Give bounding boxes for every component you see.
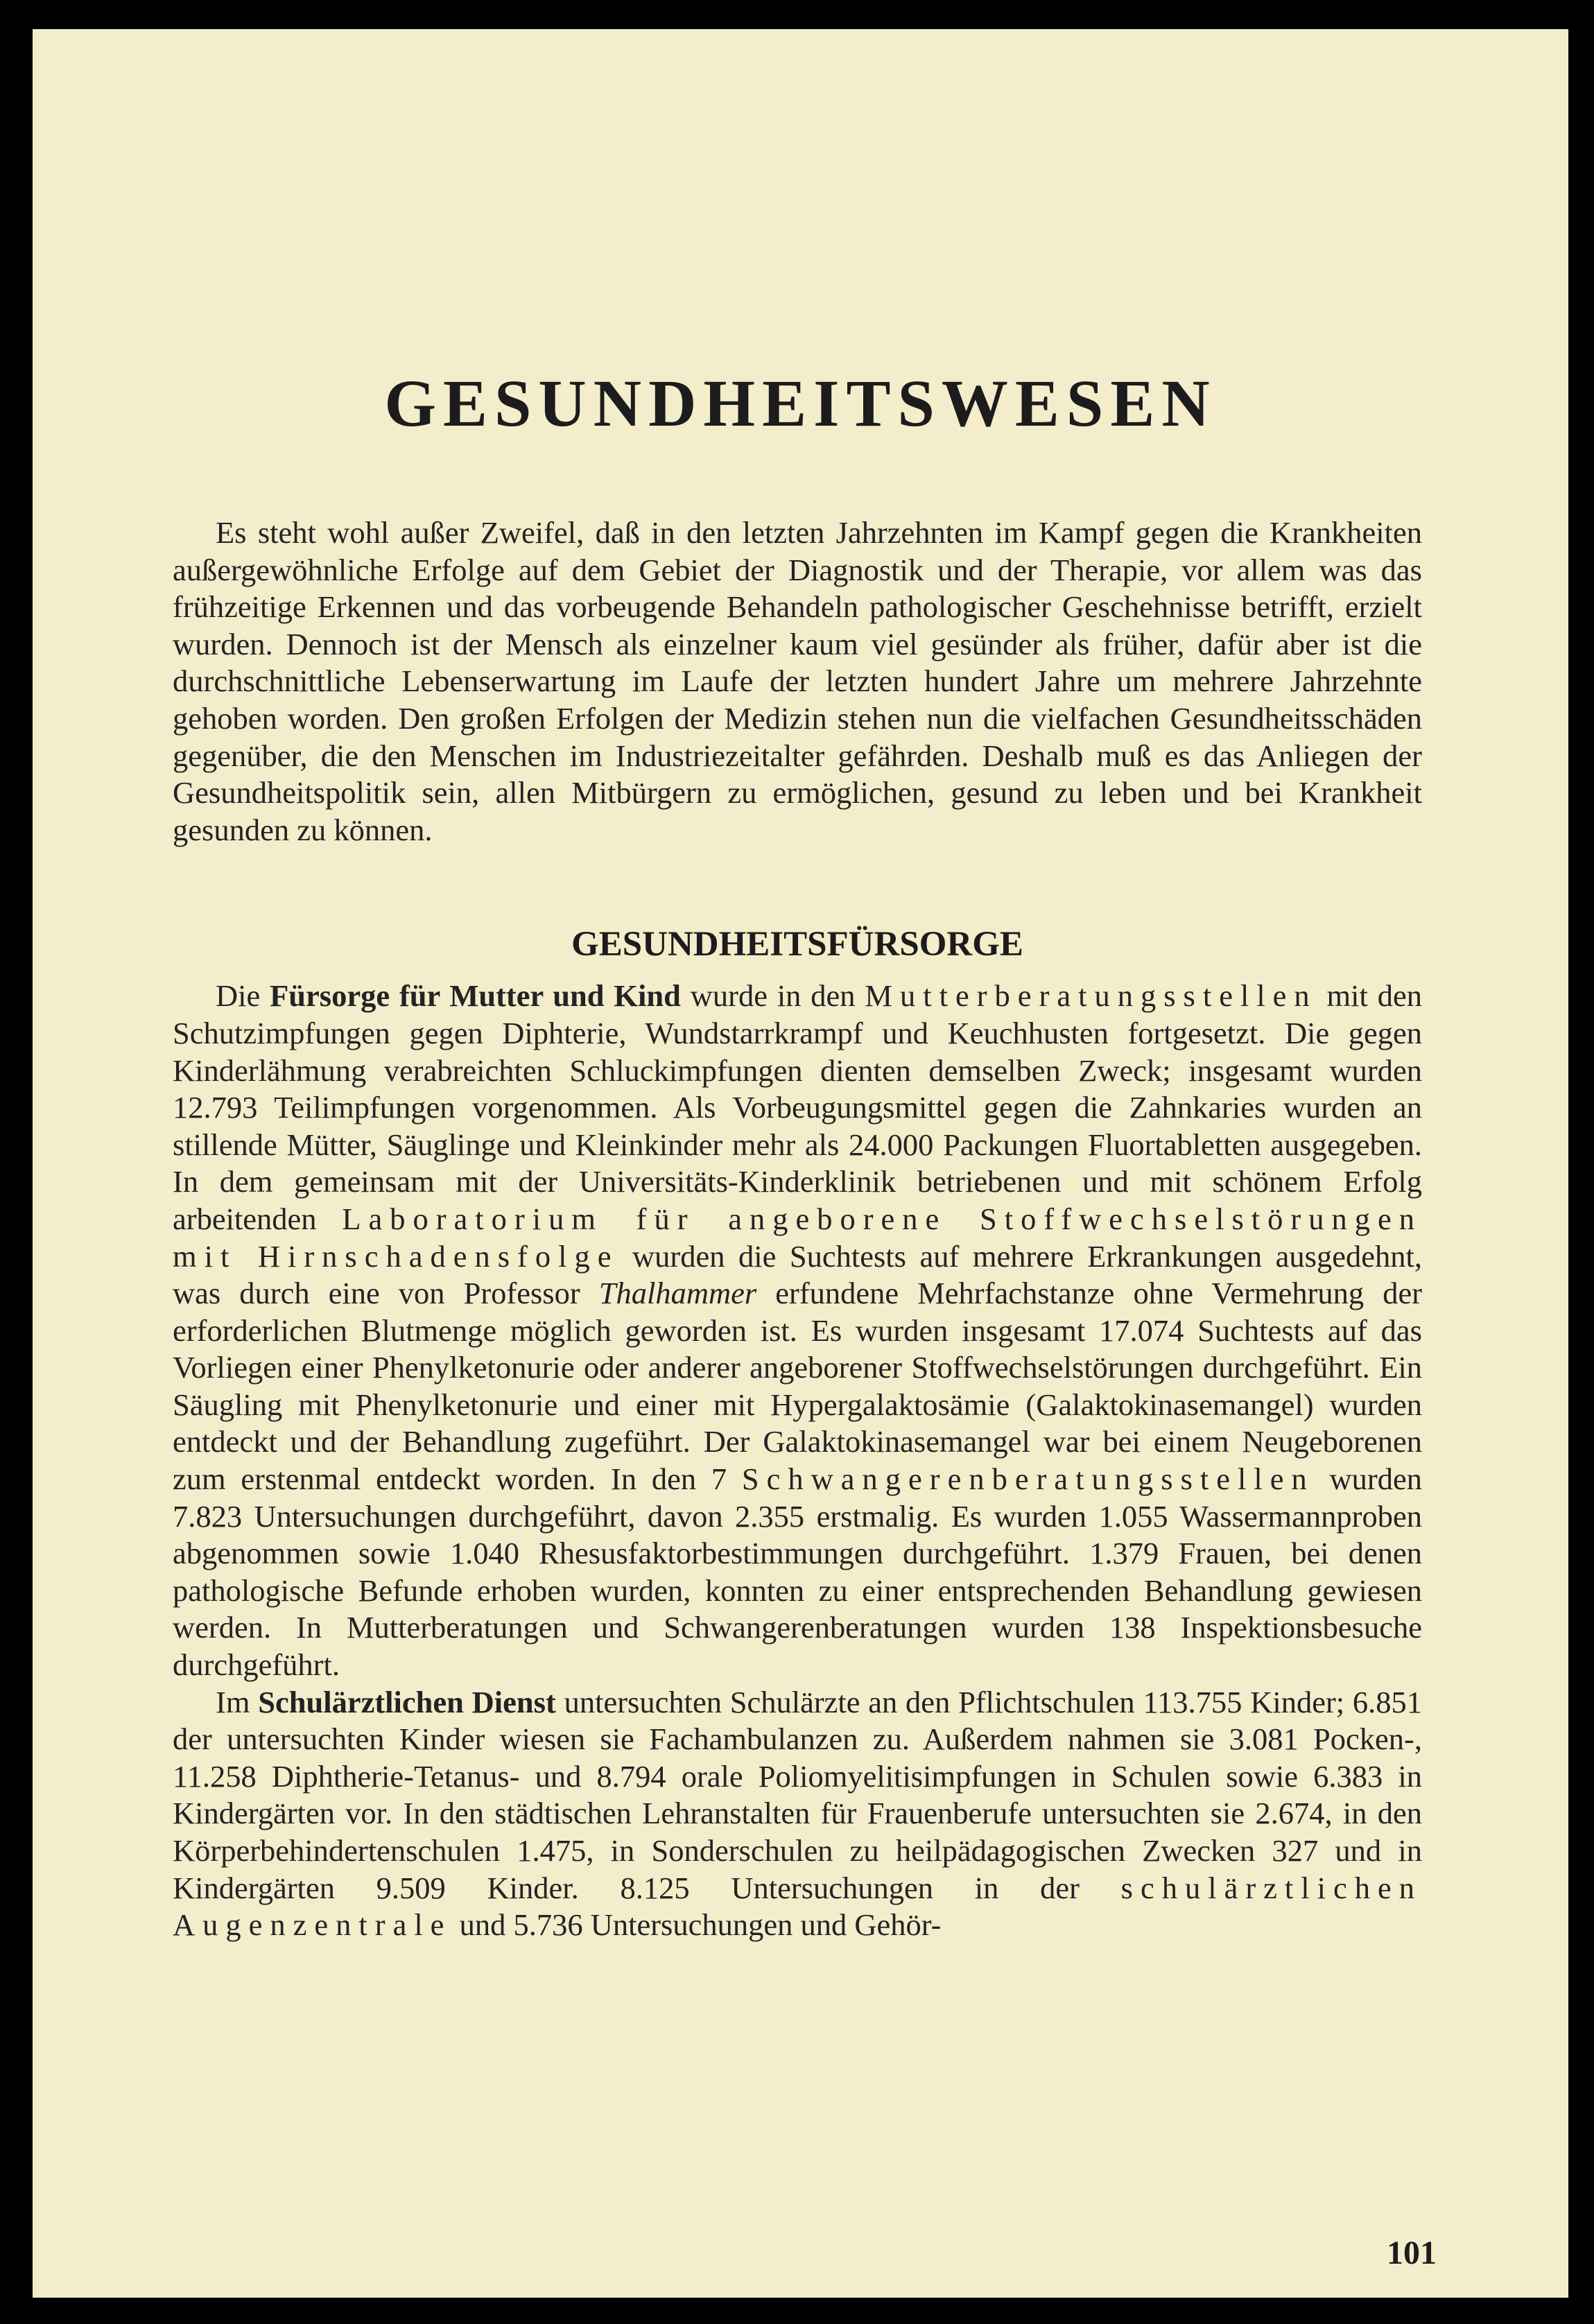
spaced-term: Laboratorium für angeborene Stoffwechselstörungen mit Hirnschadensfolge	[173, 1201, 1422, 1274]
spaced-term: Schwangerenberatungsstellen	[741, 1462, 1315, 1497]
page-number: 101	[1387, 2235, 1437, 2271]
bold-term: Schulärztlichen Dienst	[258, 1684, 556, 1719]
intro-paragraph: Es steht wohl außer Zweifel, daß in den letzten Jahrzehnten im Kampf gegen die Krankheiten außergewöhnliche Erfolge auf dem Gebiet der Diagnostik und der Therapie, vor allem was das frühzeitige Erkennen und das vorbeugende Behandeln pathologischer Geschehnisse betrifft, erzielt wurden. Dennoch ist der Mensch als einzelner kaum viel gesünder als früher, dafür aber ist die durchschnittliche Lebenserwartung im Laufe der letzten hundert Jahre um mehrere Jahrzehnte gehoben worden. Den großen Erfolgen der Medizin stehen nun die vielfachen Gesundheitsschäden gegenüber, die den Menschen im Industriezeitalter gefährden. Deshalb muß es das Anliegen der Gesundheitspolitik sein, allen Mitbürgern zu ermöglichen, gesund zu leben und bei Krankheit gesunden zu können.	[173, 515, 1422, 847]
paragraph-mutter-kind	[173, 978, 1422, 1683]
text-run: wurden 7.823 Untersuchungen durchgeführt, davon 2.355 erstmalig. Es wurden 1.055 Wassermannproben abgenommen sowie 1.040 Rhesusfaktorbestimmungen durchgeführt. 1.379 Frauen, bei denen pathologische Befunde erhoben wurden, konnten zu einer entsprechenden Behandlung gewiesen werden. In Mutterberatungen und Schwangerenberatungen wurden 138 Inspektionsbesuche durchgeführt.	[173, 1462, 1423, 1683]
section-heading: GESUNDHEITSFÜRSORGE	[571, 925, 1023, 964]
text-run: Die	[216, 978, 261, 1014]
text-run: wurden die Suchtests auf mehrere Erkrankungen ausgedehnt, was durch eine von Professor	[173, 1238, 1422, 1311]
text-run: erfundene Mehrfachstanze ohne Vermehrung der erforderlichen Blutmenge möglich geworden ist. Es wurden insgesamt 17.074 Suchtests auf das Vorliegen einer Phenylketonurie oder anderer angeborener Stoffwechselstörungen durchgeführt. Ein Säugling mit Phenylketonurie und einer mit Hypergalaktosämie (Galaktokinasemangel) wurden entdeckt und der Behandlung zugeführt. Der Galaktokinasemangel war bei einem Neugeborenen zum erstenmal entdeckt worden. In den 7	[173, 1276, 1423, 1497]
spaced-term: Mutterberatungsstellen	[865, 978, 1317, 1014]
page-title: GESUNDHEITSWESEN	[384, 366, 1217, 441]
text-run: wurde in den	[690, 978, 856, 1014]
text-run: untersuchten Schulärzte an den Pflichtschulen 113.755 Kinder; 6.851 der untersuchten Kinder wiesen sie Fachambulanzen zu. Außerdem nahmen sie 3.081 Pocken-, 11.258 Diphtherie-Tetanus- und 8.794 orale Poliomyelitisimpfungen in Schulen sowie 6.383 in Kindergärten vor. In den städtischen Lehranstalten für Frauenberufe untersuchten sie 2.674, in den Körperbehindertenschulen 1.475, in Sonderschulen zu heilpädagogischen Zwecken 327 und in Kindergärten 9.509 Kinder. 8.125 Untersuchungen in der	[173, 1684, 1423, 1905]
body-text	[173, 514, 1422, 1944]
text-run: und 5.736 Untersuchungen und Gehör-	[459, 1907, 942, 1943]
document-page	[33, 29, 1568, 2298]
text-run: mit den Schutzimpfungen gegen Diphterie, Wundstarrkrampf und Keuchhusten fortgesetzt. Die gegen Kinderlähmung verabreichten Schluckimpfungen dienten demselben Zweck; insgesamt wurden 12.793 Teilimpfungen vorgenommen. Als Vorbeugungsmittel gegen die Zahnkaries wurden an stillende Mütter, Säuglinge und Kleinkinder mehr als 24.000 Packungen Fluortabletten ausgegeben. In dem gemeinsam mit der Universitäts-Kinderklinik betriebenen und mit schönem Erfolg arbeitenden	[173, 978, 1422, 1236]
bold-term: Fürsorge für Mutter und Kind	[270, 978, 681, 1014]
paragraph-schularzt	[173, 1684, 1422, 1944]
italic-name: Thalhammer	[598, 1276, 757, 1311]
text-run: Im	[216, 1684, 250, 1719]
spaced-term: schulärztlichen Augenzentrale	[173, 1870, 1423, 1943]
